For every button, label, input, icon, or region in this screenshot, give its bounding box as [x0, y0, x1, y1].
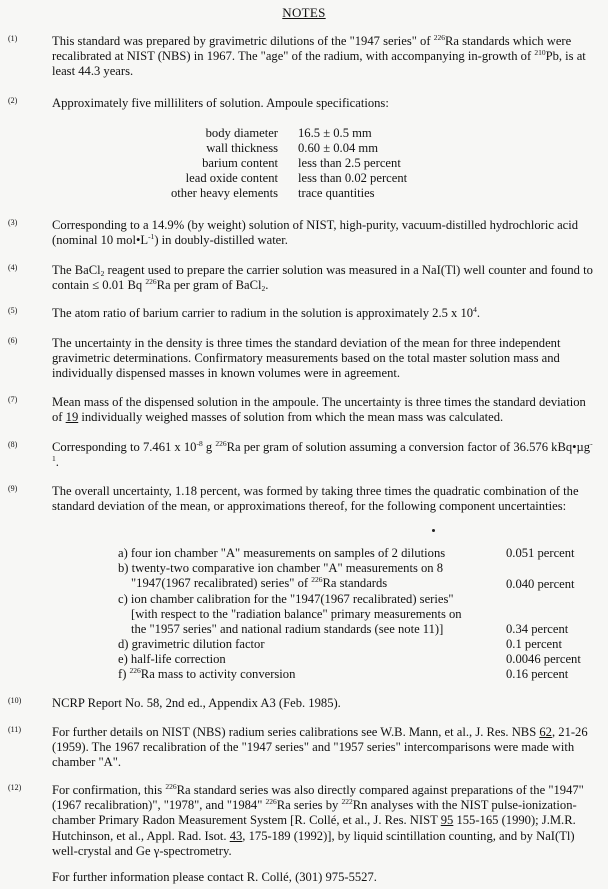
component-value: 0.040 percent	[506, 577, 575, 591]
component-value: 0.16 percent	[506, 667, 569, 681]
component-label: a) four ion chamber "A" measurements on samples of 2 dilutions	[118, 546, 446, 560]
spec-value: trace quantities	[298, 186, 375, 200]
note-text: The BaCl$_2$ reagent used to prepare the carrier solution was measured in a NaI(Tl) well counter and found to contain ≤ 0.01 Bq $^{226}$Ra per gram of BaCl$_2$.	[52, 263, 593, 294]
speck-mark	[432, 529, 435, 532]
component-label: d) gravimetric dilution factor	[118, 637, 265, 651]
note-text: The overall uncertainty, 1.18 percent, was formed by taking three times the quadratic combination of the standard deviation of the mean, or approximations thereof, for the following component uncertainties:	[52, 484, 579, 514]
note-number: (3)	[8, 218, 18, 227]
spec-value: 16.5 ± 0.5 mm	[298, 126, 372, 140]
note-text: Corresponding to 7.461 x $10^{-8}$ g $^{226}$Ra per gram of solution assuming a conversion factor of 36.576 kBq•µg$^{-1}$.	[52, 439, 593, 470]
component-value: 0.34 percent	[506, 622, 569, 636]
note-number: (2)	[8, 96, 18, 105]
spec-label: lead oxide content	[185, 171, 278, 185]
note-number: (5)	[8, 306, 18, 315]
contact-text: For further information please contact R. Collé, (301) 975-5527.	[52, 870, 377, 884]
note-text: The uncertainty in the density is three times the standard deviation of the mean for three independent gravimetric determinations. Confirmatory measurements based on the total master solution mass and individually dispensed masses in known volumes were in agreement.	[52, 336, 561, 381]
spec-label: body diameter	[205, 126, 278, 140]
note-text: The atom ratio of barium carrier to radium in the solution is approximately 2.5 x $10^4$.	[52, 305, 480, 320]
note-number: (7)	[8, 395, 18, 404]
component-label: c) ion chamber calibration for the "1947(1967 recalibrated) series"	[118, 592, 454, 606]
component-label: f) $^{226}$Ra mass to activity conversion	[118, 666, 296, 681]
component-label: "1947(1967 recalibrated) series" of $^{226}$Ra standards	[131, 575, 388, 590]
component-value: 0.0046 percent	[506, 652, 581, 666]
note-number: (9)	[8, 484, 18, 493]
spec-value: 0.60 ± 0.04 mm	[298, 141, 379, 155]
spec-value: less than 2.5 percent	[298, 156, 401, 170]
spec-label: wall thickness	[206, 141, 278, 155]
page-title: NOTES	[282, 5, 326, 20]
note-number: (6)	[8, 336, 18, 345]
component-label: e) half-life correction	[118, 652, 226, 666]
note-number: (12)	[8, 783, 22, 792]
note-number: (11)	[8, 725, 22, 734]
note-text: This standard was prepared by gravimetric dilutions of the "1947 series" of $^{226}$Ra standards which were recalibrated at NIST (NBS) in 1967. The "age" of the radium, with accompanying in-growth of $^{210}$Pb, is at least 44.3 years.	[52, 33, 586, 79]
note-text: For further details on NIST (NBS) radium series calibrations see W.B. Mann, et al., J. Res. NBS 62, 21-26 (1959). The 1967 recalibration of the "1947 series" and "1957 series" intercomparisons were made with chamber "A".	[52, 725, 588, 770]
component-label: b) twenty-two comparative ion chamber "A" measurements on 8	[118, 561, 444, 575]
spec-value: less than 0.02 percent	[298, 171, 408, 185]
spec-label: barium content	[202, 156, 278, 170]
note-number: (10)	[8, 696, 22, 705]
component-value: 0.1 percent	[506, 637, 562, 651]
note-text: For confirmation, this $^{226}$Ra standard series was also directly compared against preparations of the "1947" (1967 recalibration)", "1978", and "1984" $^{226}$Ra series by $^{222}$Rn analyses with the NIST pulse-ionization-chamber Primary Radon Measurement System [R. Collé, et al., J. Res. NIST 95 155-165 (1990); J.M.R. Hutchinson, et al., Appl. Rad. Isot. 43, 175-189 (1992)], by liquid scintillation counting, and by NaI(Tl) well-crystal and Ge γ-spectrometry.	[52, 782, 584, 858]
note-text: Mean mass of the dispensed solution in the ampoule. The uncertainty is three times the standard deviation of 19 individually weighed masses of solution from which the mean mass was calculated.	[52, 395, 586, 425]
note-number: (1)	[8, 34, 18, 43]
component-label: the "1957 series" and national radium standards (see note 11)]	[131, 622, 444, 636]
note-number: (4)	[8, 263, 18, 272]
note-text: Corresponding to a 14.9% (by weight) solution of NIST, high-purity, vacuum-distilled hydrochloric acid (nominal 10 $mol•L^{-1}$) in doubly-distilled water.	[52, 218, 579, 248]
component-label: [with respect to the "radiation balance" primary measurements on	[131, 607, 462, 621]
note-number: (8)	[8, 440, 18, 449]
note-text: NCRP Report No. 58, 2nd ed., Appendix A3 (Feb. 1985).	[52, 696, 341, 710]
component-value: 0.051 percent	[506, 546, 575, 560]
spec-label: other heavy elements	[170, 186, 278, 200]
note-text: Approximately five milliliters of solution. Ampoule specifications:	[52, 96, 389, 110]
